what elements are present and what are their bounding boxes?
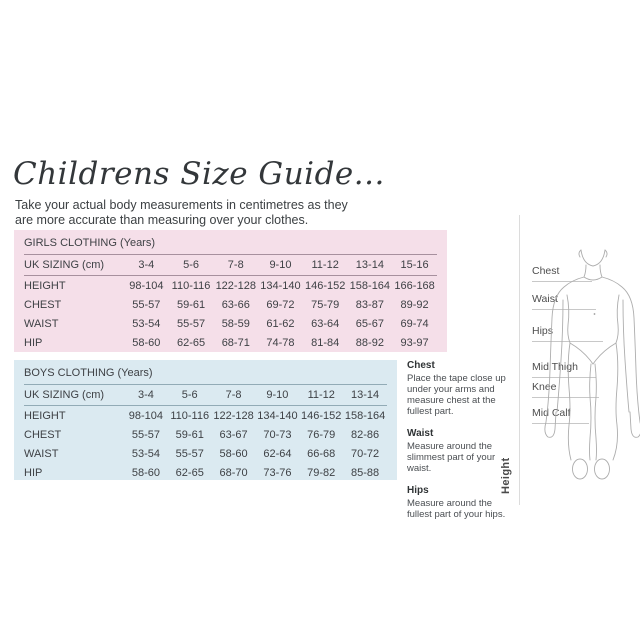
body-part-label-mid-calf: Mid Calf bbox=[532, 408, 589, 424]
page-subtitle-line2: are more accurate than measuring over your clothes. bbox=[15, 213, 309, 227]
boys-size-value-cell: 58-60 bbox=[131, 466, 160, 479]
figure-left-ear bbox=[579, 250, 581, 257]
girls-size-value-cell: 59-61 bbox=[176, 298, 206, 311]
boys-row-label-hip: HIP bbox=[24, 466, 43, 479]
boys-table-title: BOYS CLOTHING (Years) bbox=[24, 362, 387, 385]
girls-size-value-cell: 62-65 bbox=[176, 336, 206, 349]
boys-size-value-cell: 134-140 bbox=[257, 409, 298, 422]
figure-left-leg-outer bbox=[568, 343, 571, 460]
girls-size-value-cell: 83-87 bbox=[355, 298, 384, 311]
measure-section-chest bbox=[407, 360, 519, 417]
measure-section-text: Measure around the fullest part of your hips. bbox=[407, 498, 506, 520]
girls-size-header-cell: 11-12 bbox=[303, 255, 348, 276]
figure-left-inner-arm bbox=[557, 300, 563, 412]
girls-size-value-cell: 63-64 bbox=[311, 317, 340, 330]
boys-size-value-cell: 98-104 bbox=[128, 409, 164, 422]
girls-table-grid bbox=[24, 232, 437, 352]
boys-size-header-cell: 13-14 bbox=[343, 385, 387, 406]
boys-size-value-cell: 58-60 bbox=[219, 447, 248, 460]
girls-size-value-cell: 69-72 bbox=[266, 298, 295, 311]
figure-right-arm bbox=[602, 277, 640, 437]
figure-left-foot bbox=[573, 459, 588, 479]
boys-row-label-height: HEIGHT bbox=[24, 409, 66, 422]
boys-clothing-table bbox=[14, 360, 397, 480]
girls-size-value-cell: 158-164 bbox=[349, 279, 391, 292]
measure-section-heading: Chest bbox=[407, 360, 435, 371]
girls-size-value-cell: 69-74 bbox=[400, 317, 429, 330]
body-part-label-chest: Chest bbox=[532, 266, 592, 282]
girls-size-value-cell: 65-67 bbox=[355, 317, 384, 330]
girls-table-title: GIRLS CLOTHING (Years) bbox=[24, 232, 437, 255]
girls-size-value-cell: 93-97 bbox=[400, 336, 429, 349]
girls-row-label-waist: WAIST bbox=[24, 317, 59, 330]
girls-size-header-cell: 9-10 bbox=[258, 255, 303, 276]
measure-section-text: Measure around the slimmest part of your waist. bbox=[407, 441, 496, 474]
girls-size-value-cell: 88-92 bbox=[355, 336, 384, 349]
boys-size-value-cell: 146-152 bbox=[301, 409, 342, 422]
boys-size-header-cell: 9-10 bbox=[255, 385, 299, 406]
girls-uk-sizing-label: UK SIZING (cm) bbox=[24, 255, 124, 276]
girls-size-value-cell: 75-79 bbox=[311, 298, 340, 311]
girls-size-header-cell: 15-16 bbox=[392, 255, 437, 276]
measure-section-text: Place the tape close up under your arms and measure chest at the fullest part. bbox=[407, 373, 506, 417]
boys-uk-sizing-label: UK SIZING (cm) bbox=[24, 385, 124, 406]
figure-right-leg-outer bbox=[613, 343, 618, 460]
girls-row-label-chest: CHEST bbox=[24, 298, 62, 311]
girls-size-value-cell: 74-78 bbox=[266, 336, 295, 349]
girls-clothing-table bbox=[14, 230, 447, 352]
figure-left-arm bbox=[545, 277, 584, 437]
figure-left-leg-inner bbox=[590, 364, 592, 460]
boys-size-value-cell: 110-116 bbox=[170, 409, 210, 422]
figure-torso-left bbox=[567, 295, 570, 343]
page-subtitle-line1: Take your actual body measurements in centimetres as they bbox=[15, 198, 348, 212]
measure-section-heading: Waist bbox=[407, 428, 434, 439]
child-body-outline-figure bbox=[530, 240, 640, 490]
boys-size-value-cell: 59-61 bbox=[175, 428, 204, 441]
boys-size-value-cell: 55-57 bbox=[175, 447, 204, 460]
boys-size-value-cell: 85-88 bbox=[351, 466, 380, 479]
figure-right-leg-inner bbox=[595, 364, 597, 460]
boys-size-value-cell: 53-54 bbox=[131, 447, 160, 460]
girls-size-value-cell: 89-92 bbox=[400, 298, 429, 311]
body-part-label-knee: Knee bbox=[532, 382, 599, 398]
figure-briefs-left bbox=[570, 343, 593, 364]
boys-size-value-cell: 66-68 bbox=[307, 447, 336, 460]
figure-right-inner-arm bbox=[623, 300, 629, 412]
girls-size-value-cell: 53-54 bbox=[132, 317, 161, 330]
girls-size-value-cell: 166-168 bbox=[394, 279, 435, 292]
girls-size-value-cell: 55-57 bbox=[132, 298, 161, 311]
figure-neck bbox=[584, 265, 602, 280]
girls-size-value-cell: 122-128 bbox=[215, 279, 256, 292]
boys-size-value-cell: 62-65 bbox=[175, 466, 204, 479]
girls-size-value-cell: 68-71 bbox=[221, 336, 250, 349]
page-title: Childrens Size Guide... bbox=[13, 156, 385, 192]
girls-row-label-height: HEIGHT bbox=[24, 279, 66, 292]
girls-size-header-cell: 3-4 bbox=[124, 255, 169, 276]
figure-briefs-right bbox=[593, 343, 616, 364]
height-measure-line bbox=[519, 215, 520, 505]
boys-size-value-cell: 79-82 bbox=[307, 466, 336, 479]
boys-size-value-cell: 62-64 bbox=[263, 447, 292, 460]
boys-size-value-cell: 70-73 bbox=[263, 428, 292, 441]
girls-row-label-hip: HIP bbox=[24, 336, 43, 349]
girls-size-value-cell: 98-104 bbox=[129, 279, 164, 292]
figure-navel-dot bbox=[594, 313, 596, 315]
boys-size-value-cell: 68-70 bbox=[219, 466, 248, 479]
body-part-label-hips: Hips bbox=[532, 326, 603, 342]
boys-table-grid bbox=[24, 362, 387, 482]
figure-jaw-line bbox=[581, 250, 605, 266]
figure-right-foot bbox=[595, 459, 610, 479]
figure-right-ear bbox=[605, 250, 607, 257]
girls-size-value-cell: 81-84 bbox=[311, 336, 340, 349]
measure-section-heading: Hips bbox=[407, 485, 429, 496]
girls-size-value-cell: 63-66 bbox=[221, 298, 250, 311]
height-axis-label: Height bbox=[500, 457, 512, 494]
boys-size-value-cell: 82-86 bbox=[351, 428, 380, 441]
body-part-label-mid-thigh: Mid Thigh bbox=[532, 362, 596, 378]
boys-size-value-cell: 70-72 bbox=[351, 447, 380, 460]
girls-size-value-cell: 146-152 bbox=[304, 279, 346, 292]
boys-row-label-waist: WAIST bbox=[24, 447, 59, 460]
figure-torso-right bbox=[616, 295, 619, 343]
boys-size-header-cell: 3-4 bbox=[124, 385, 168, 406]
boys-row-label-chest: CHEST bbox=[24, 428, 62, 441]
boys-size-header-cell: 7-8 bbox=[212, 385, 256, 406]
girls-size-value-cell: 55-57 bbox=[176, 317, 206, 330]
boys-size-header-cell: 5-6 bbox=[168, 385, 212, 406]
girls-size-value-cell: 61-62 bbox=[266, 317, 295, 330]
girls-size-header-cell: 13-14 bbox=[348, 255, 393, 276]
girls-size-value-cell: 134-140 bbox=[260, 279, 301, 292]
girls-size-value-cell: 110-116 bbox=[171, 279, 211, 292]
girls-size-value-cell: 58-59 bbox=[221, 317, 250, 330]
boys-size-value-cell: 55-57 bbox=[131, 428, 160, 441]
boys-size-value-cell: 158-164 bbox=[344, 409, 386, 422]
girls-size-header-cell: 7-8 bbox=[213, 255, 258, 276]
boys-size-value-cell: 73-76 bbox=[263, 466, 292, 479]
page-subtitle bbox=[15, 198, 348, 228]
boys-size-value-cell: 63-67 bbox=[219, 428, 248, 441]
boys-size-value-cell: 122-128 bbox=[213, 409, 254, 422]
boys-size-header-cell: 11-12 bbox=[299, 385, 343, 406]
boys-size-value-cell: 76-79 bbox=[307, 428, 336, 441]
girls-size-header-cell: 5-6 bbox=[169, 255, 214, 276]
body-part-label-waist: Waist bbox=[532, 294, 596, 310]
girls-size-value-cell: 58-60 bbox=[132, 336, 161, 349]
